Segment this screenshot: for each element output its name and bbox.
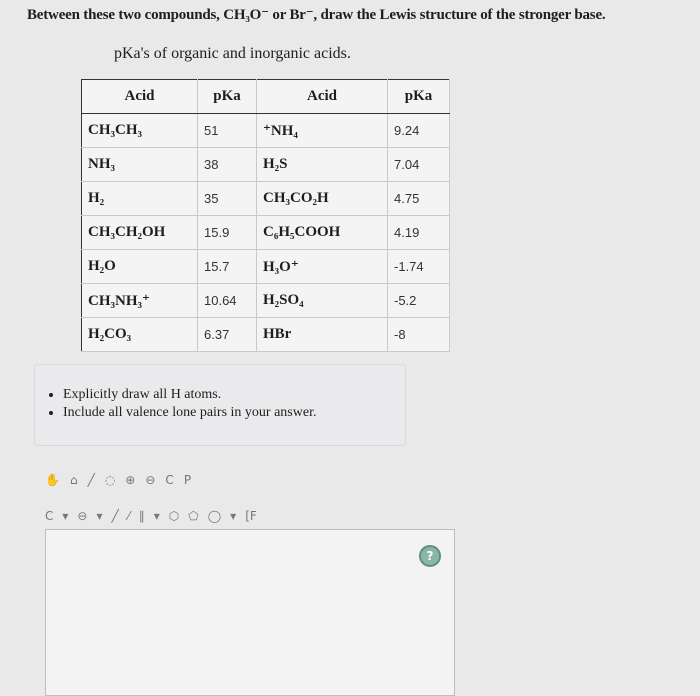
drawing-canvas[interactable] bbox=[45, 529, 455, 696]
pka-value: -1.74 bbox=[388, 250, 450, 284]
table-header-row bbox=[82, 80, 450, 114]
chevron-down-icon[interactable]: ▾ bbox=[96, 509, 103, 523]
acid-formula: CH₃CO₂H bbox=[257, 182, 388, 216]
charge-selector[interactable]: ⊖ bbox=[77, 509, 88, 523]
pka-value: 15.9 bbox=[198, 216, 257, 250]
zoom-in-icon[interactable]: ⊕ bbox=[125, 473, 136, 487]
zoom-out-icon[interactable]: ⊖ bbox=[145, 473, 156, 487]
table-row bbox=[82, 284, 450, 318]
help-button[interactable]: ? bbox=[419, 545, 441, 567]
pka-value: 38 bbox=[198, 148, 257, 182]
header-pka: pKa bbox=[198, 80, 257, 114]
drawing-toolbar-top bbox=[45, 470, 191, 490]
chevron-down-icon[interactable]: ▾ bbox=[62, 509, 69, 523]
hints-box bbox=[34, 364, 406, 446]
pka-value: -5.2 bbox=[388, 284, 450, 318]
table-row bbox=[82, 250, 450, 284]
header-acid: Acid bbox=[257, 80, 388, 114]
acid-formula: H₂SO₄ bbox=[257, 284, 388, 318]
hint-item: • Explicitly draw all H atoms. bbox=[63, 387, 405, 403]
table-row bbox=[82, 114, 450, 148]
single-bond-icon[interactable]: ╱ bbox=[111, 509, 119, 523]
table-row bbox=[82, 216, 450, 250]
drawing-toolbar-bottom bbox=[45, 505, 257, 527]
pka-value: 4.75 bbox=[388, 182, 450, 216]
hint-item: • Include all valence lone pairs in your answer. bbox=[63, 405, 405, 421]
ring-icon[interactable]: ⬠ bbox=[188, 509, 199, 523]
chevron-down-icon[interactable]: ▾ bbox=[153, 509, 160, 523]
question-text: Between these two compounds, CH₃O⁻ or Br⁻, draw the Lewis structure of the stronger base. bbox=[27, 7, 606, 23]
pka-value: -8 bbox=[388, 318, 450, 352]
lasso-icon[interactable]: ◌ bbox=[104, 473, 116, 487]
acid-formula: HBr bbox=[257, 318, 388, 352]
pka-value: 4.19 bbox=[388, 216, 450, 250]
acid-formula: C₆H₅COOH bbox=[257, 216, 388, 250]
chevron-down-icon[interactable]: ▾ bbox=[230, 509, 237, 523]
acid-formula: H₂ bbox=[82, 182, 198, 216]
table-row bbox=[82, 148, 450, 182]
acid-formula: NH₃ bbox=[82, 148, 198, 182]
ring-icon[interactable]: ⬡ bbox=[168, 509, 180, 523]
acid-formula: H₃O⁺ bbox=[257, 250, 388, 284]
pka-value: 15.7 bbox=[198, 250, 257, 284]
pka-value: 9.24 bbox=[388, 114, 450, 148]
erase-icon[interactable]: ⌂ bbox=[69, 473, 78, 487]
ring-icon[interactable]: ◯ bbox=[207, 509, 222, 523]
acid-formula: CH₃CH₃ bbox=[82, 114, 198, 148]
bond-icon[interactable]: ╱ bbox=[87, 473, 95, 487]
pka-value: 6.37 bbox=[198, 318, 257, 352]
paste-button[interactable]: P bbox=[183, 473, 192, 487]
acid-formula: H₂S bbox=[257, 148, 388, 182]
atom-selector[interactable]: C bbox=[45, 509, 54, 523]
text-tool[interactable]: [F bbox=[245, 509, 257, 523]
pka-value: 51 bbox=[198, 114, 257, 148]
pka-table bbox=[81, 79, 450, 352]
hand-icon[interactable]: ✋ bbox=[45, 473, 60, 487]
acid-formula: H₂CO₃ bbox=[82, 318, 198, 352]
header-pka: pKa bbox=[388, 80, 450, 114]
acid-formula: H₂O bbox=[82, 250, 198, 284]
double-bond-icon[interactable]: ∥ bbox=[138, 509, 145, 523]
acid-formula: ⁺NH₄ bbox=[257, 114, 388, 148]
table-caption: pKa's of organic and inorganic acids. bbox=[114, 45, 351, 62]
table-row bbox=[82, 318, 450, 352]
header-acid: Acid bbox=[82, 80, 198, 114]
pka-value: 35 bbox=[198, 182, 257, 216]
table-row bbox=[82, 182, 450, 216]
acid-formula: CH₃CH₂OH bbox=[82, 216, 198, 250]
copy-button[interactable]: C bbox=[165, 473, 174, 487]
pka-value: 10.64 bbox=[198, 284, 257, 318]
pka-value: 7.04 bbox=[388, 148, 450, 182]
acid-formula: CH₃NH₃⁺ bbox=[82, 284, 198, 318]
wedge-bond-icon[interactable]: ⁄ bbox=[127, 509, 130, 523]
